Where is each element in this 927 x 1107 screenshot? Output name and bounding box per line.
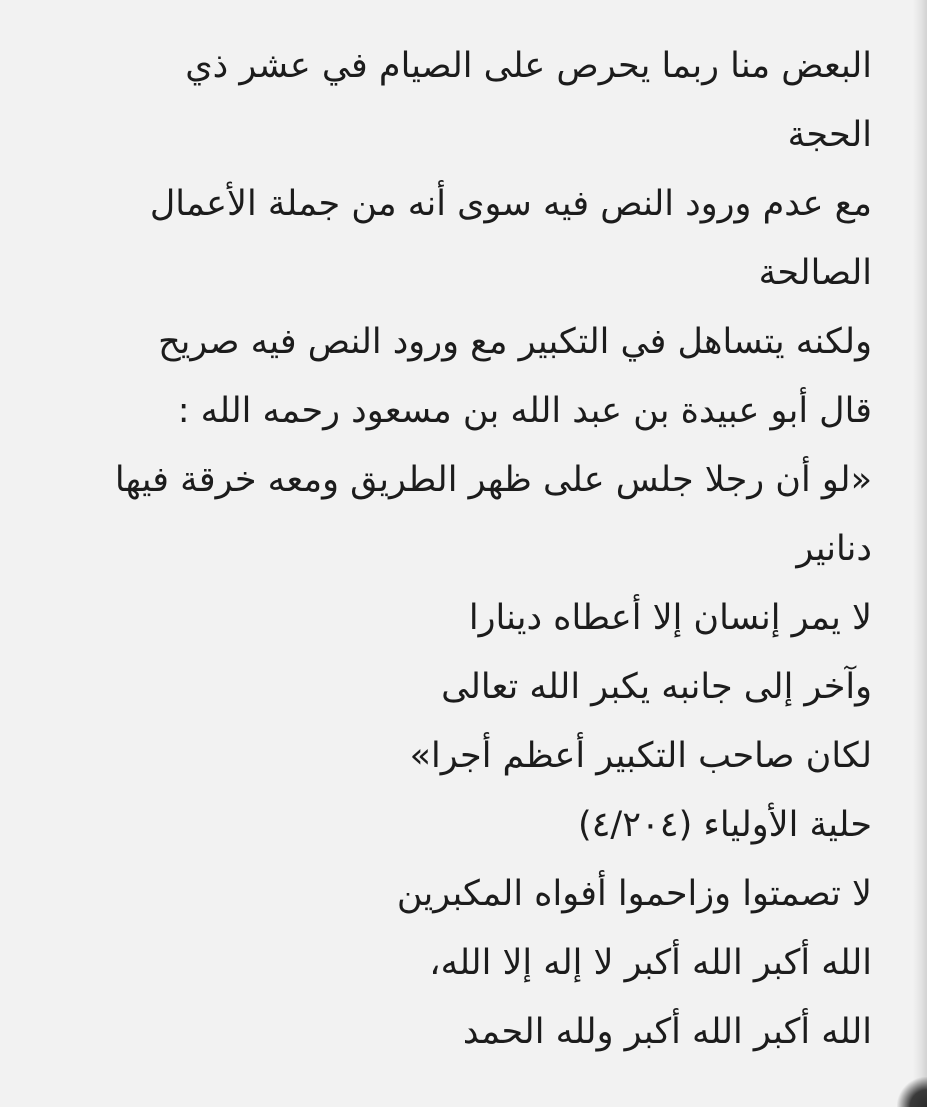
- text-line: قال أبو عبيدة بن عبد الله بن مسعود رحمه الله :: [177, 391, 872, 431]
- text-line: وآخر إلى جانبه يكبر الله تعالى: [441, 667, 872, 707]
- corner-shadow: [897, 1077, 927, 1107]
- text-line: ولكنه يتساهل في التكبير مع ورود النص فيه صريح: [158, 322, 872, 362]
- text-line: مع عدم ورود النص فيه سوى أنه من جملة الأعمال: [149, 184, 872, 224]
- text-line: لكان صاحب التكبير أعظم أجرا»: [409, 736, 872, 776]
- text-line: الصالحة: [758, 253, 872, 293]
- text-line: الله أكبر الله أكبر لا إله إلا الله،: [429, 943, 872, 983]
- text-line: «لو أن رجلا جلس على ظهر الطريق ومعه خرقة فيها: [114, 460, 872, 500]
- text-line: لا يمر إنسان إلا أعطاه دينارا: [468, 598, 872, 638]
- text-line: الله أكبر الله أكبر ولله الحمد: [462, 1012, 872, 1052]
- page-edge-shadow: [913, 0, 927, 1107]
- text-line: دنانير: [796, 529, 872, 569]
- text-line: لا تصمتوا وزاحموا أفواه المكبرين: [396, 874, 872, 914]
- text-line: الحجة: [787, 115, 872, 155]
- document-text: [42, 32, 872, 1067]
- text-line: البعض منا ربما يحرص على الصيام في عشر ذي: [185, 46, 872, 86]
- text-line: حلية الأولياء (٤/٢٠٤): [577, 805, 872, 845]
